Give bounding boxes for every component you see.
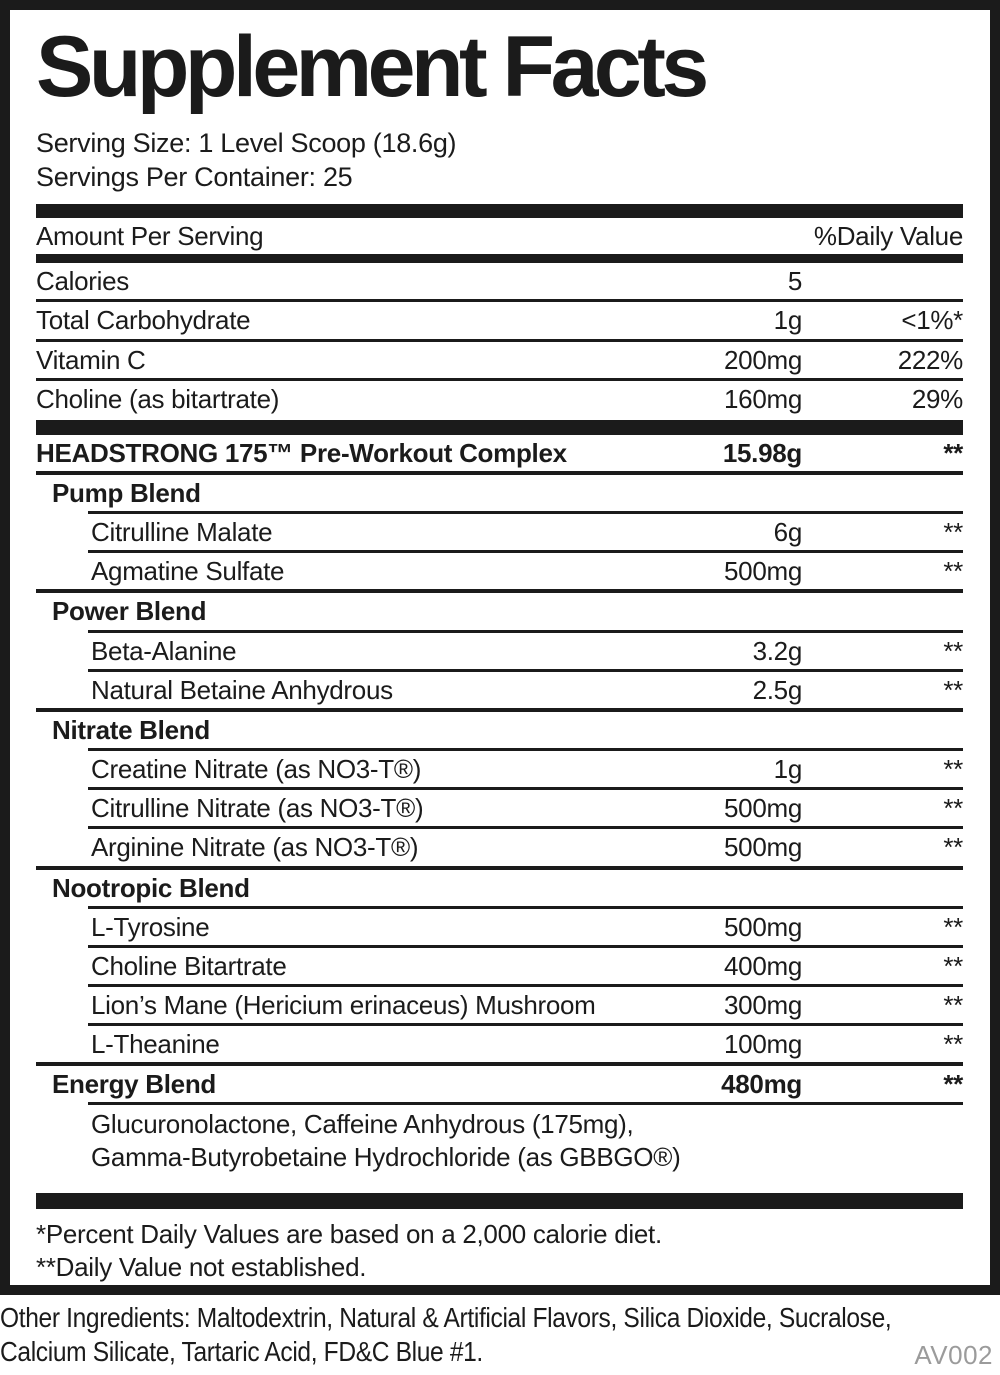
blend-header-nootropic [36,870,963,906]
label-version-code: AV002 [914,1340,993,1370]
ingredient-row [36,553,963,589]
blend-header-power [36,593,963,629]
energy-blend-ingredients [36,1105,963,1180]
ingredient-amount: 3.2g [752,635,802,666]
ingredient-amount: 2.5g [752,674,802,705]
ingredient-amount: 100mg [724,1029,802,1060]
ingredient-row [36,751,963,787]
nutrient-row-carbohydrate [36,302,963,338]
energy-blend-ingredients-line: Gamma-Butyrobetaine Hydrochloride (as GBBGO®) [91,1142,681,1173]
blend-name: Pump Blend [52,477,201,508]
ingredient-dv: ** [943,911,963,942]
ingredient-row [36,633,963,669]
nutrient-amount: 5 [787,266,802,297]
blend-name: Nootropic Blend [52,872,250,903]
ingredient-row [36,829,963,865]
ingredient-name: Beta-Alanine [91,635,237,666]
nutrient-row-vitamin-c [36,342,963,378]
ingredient-dv: ** [943,793,963,824]
servings-per-container: Servings Per Container: 25 [36,162,353,193]
ingredient-name: Agmatine Sulfate [91,556,285,587]
complex-name: HEADSTRONG 175™ Pre-Workout Complex [36,437,567,468]
ingredient-amount: 300mg [724,990,802,1020]
amount-per-serving-label: Amount Per Serving [36,221,264,252]
panel-title: Supplement Facts [36,19,705,115]
blend-name: Energy Blend [52,1069,216,1100]
complex-header-row [36,435,963,471]
nutrient-amount: 1g [773,305,802,336]
nutrient-name: Total Carbohydrate [36,305,251,336]
nutrient-row-choline [36,381,963,417]
ingredient-dv: ** [943,754,963,785]
ingredient-dv: ** [943,1029,963,1060]
other-ingredients-line: Calcium Silicate, Tartaric Acid, FD&C Blue #1. [0,1335,483,1367]
ingredient-dv: ** [943,517,963,548]
footnote-daily-value: *Percent Daily Values are based on a 2,000 calorie diet. [36,1218,662,1249]
ingredient-name: Citrulline Nitrate (as NO3-T®) [91,793,424,824]
nutrient-amount: 200mg [724,344,802,375]
blend-header-pump [36,475,963,511]
ingredient-name: L-Theanine [91,1029,220,1060]
ingredient-dv: ** [943,832,963,863]
ingredient-amount: 500mg [724,556,802,587]
column-header-row [36,218,963,254]
nutrient-dv: <1%* [901,305,963,336]
nutrient-dv: 222% [897,344,963,375]
ingredient-name: Creatine Nitrate (as NO3-T®) [91,754,422,785]
ingredient-amount: 1g [773,754,802,785]
ingredient-row [36,1026,963,1062]
ingredient-amount: 500mg [724,832,802,863]
ingredient-row [36,948,963,984]
divider-bar-footnote [36,1193,963,1209]
nutrient-row-calories [36,263,963,299]
ingredient-name: Choline Bitartrate [91,950,287,981]
other-ingredients-line: Other Ingredients: Maltodextrin, Natural & Artificial Flavors, Silica Dioxide, Sucralose, [0,1302,892,1333]
blend-name: Power Blend [52,596,207,627]
nutrient-name: Choline (as bitartrate) [36,383,280,414]
daily-value-label: %Daily Value [813,221,963,252]
nutrient-name: Calories [36,266,129,297]
ingredient-dv: ** [943,990,963,1020]
footnote-not-established: **Daily Value not established. [36,1251,367,1282]
ingredient-name: Natural Betaine Anhydrous [91,674,393,705]
ingredient-amount: 400mg [724,950,802,981]
energy-blend-ingredients-line: Glucuronolactone, Caffeine Anhydrous (175mg), [91,1109,634,1140]
ingredient-name: Arginine Nitrate (as NO3-T®) [91,832,419,863]
complex-dv: ** [943,437,963,468]
ingredient-row [36,514,963,550]
blend-dv: ** [943,1069,963,1100]
blend-header-nitrate [36,712,963,748]
blend-name: Nitrate Blend [52,714,210,745]
ingredient-dv: ** [943,635,963,666]
ingredient-dv: ** [943,556,963,587]
ingredient-dv: ** [943,674,963,705]
ingredient-amount: 6g [773,517,802,548]
footnotes [36,1209,963,1284]
serving-size: Serving Size: 1 Level Scoop (18.6g) [36,128,457,158]
ingredient-name: Lion’s Mane (Hericium erinaceus) Mushroom [91,990,596,1020]
blend-header-energy [36,1066,963,1102]
divider-bar-top [36,204,963,218]
blend-amount: 480mg [721,1069,802,1100]
ingredient-row [36,790,963,826]
divider-bar-complex [36,420,963,435]
ingredient-row [36,987,963,1023]
other-ingredients [0,1301,1000,1368]
ingredient-row [36,909,963,945]
ingredient-amount: 500mg [724,793,802,824]
nutrient-amount: 160mg [724,383,802,414]
divider-bar-header [36,254,963,263]
ingredient-name: Citrulline Malate [91,517,273,548]
nutrient-name: Vitamin C [36,344,146,375]
ingredient-amount: 500mg [724,911,802,942]
ingredient-name: L-Tyrosine [91,911,210,942]
complex-amount: 15.98g [722,437,802,468]
ingredient-dv: ** [943,950,963,981]
nutrient-dv: 29% [911,383,963,414]
ingredient-row [36,672,963,708]
